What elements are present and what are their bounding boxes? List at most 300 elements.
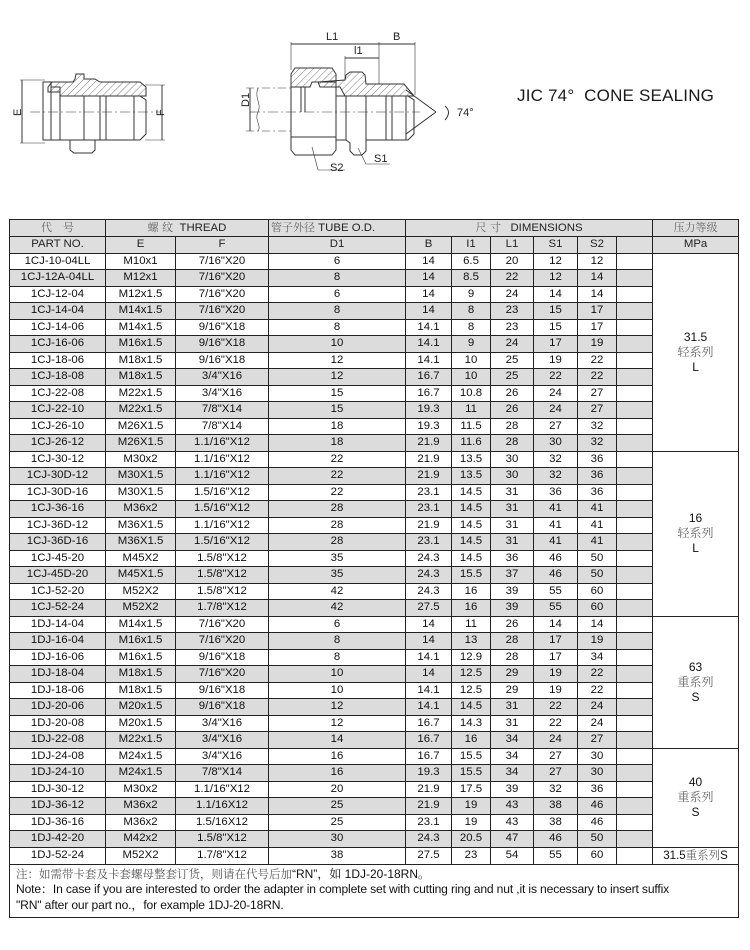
table-row: [10, 468, 739, 485]
table-row: [10, 286, 739, 303]
dim-i1-cell: 14.5: [452, 534, 491, 551]
tube-d1-cell: 6: [269, 286, 406, 303]
part-no-cell: 1CJ-12A-04LL: [10, 270, 106, 287]
dim-i1-cell: 14.5: [452, 484, 491, 501]
thread-f-cell: 9/16"X18: [176, 319, 269, 336]
dim-l1-cell: 30: [491, 451, 534, 468]
page-title: JIC 74° CONE SEALING: [517, 86, 715, 105]
dim-b-cell: 16.7: [406, 732, 452, 749]
dim-l1-cell: 28: [491, 649, 534, 666]
dim-s1-cell: 12: [534, 270, 578, 287]
thread-e-cell: M22x1.5: [106, 402, 176, 419]
dim-s2-cell: 60: [578, 600, 617, 617]
blank-cell: [617, 699, 653, 716]
dim-l1-cell: 23: [491, 319, 534, 336]
table-row: [10, 847, 739, 864]
dim-s2-cell: 14: [578, 616, 617, 633]
header-row-2: [10, 237, 739, 254]
thread-f-cell: 3/4"X16: [176, 715, 269, 732]
thread-f-cell: 1.5/16"X12: [176, 501, 269, 518]
dim-s2-cell: 34: [578, 649, 617, 666]
thread-e-cell: M36x2: [106, 798, 176, 815]
dim-l1-cell: 39: [491, 781, 534, 798]
dim-s2-cell: 22: [578, 369, 617, 386]
dim-l1-cell: 31: [491, 699, 534, 716]
thread-f-cell: 1.1/16"X12: [176, 451, 269, 468]
blank-cell: [617, 732, 653, 749]
part-no-cell: 1CJ-26-10: [10, 418, 106, 435]
table-row: [10, 451, 739, 468]
part-no-cell: 1DJ-16-06: [10, 649, 106, 666]
dim-l1-cell: 34: [491, 732, 534, 749]
thread-e-cell: M52X2: [106, 600, 176, 617]
pressure-group-cell: [653, 748, 739, 847]
tube-d1-cell: 6: [269, 616, 406, 633]
dim-l1-cell: 29: [491, 682, 534, 699]
part-no-cell: 1CJ-18-08: [10, 369, 106, 386]
dim-i1-cell: 15.5: [452, 567, 491, 584]
thread-e-cell: M52X2: [106, 583, 176, 600]
dim-i1-cell: 14.5: [452, 501, 491, 518]
thread-e-cell: M30X1.5: [106, 484, 176, 501]
blank-cell: [617, 418, 653, 435]
header-col-i1: I1: [452, 237, 491, 254]
dim-l1-cell: 39: [491, 600, 534, 617]
thread-e-cell: M18x1.5: [106, 682, 176, 699]
thread-e-cell: M36x2: [106, 501, 176, 518]
dim-b-cell: 16.7: [406, 748, 452, 765]
table-row: [10, 253, 739, 270]
table-row: [10, 831, 739, 848]
table-row: [10, 336, 739, 353]
dim-i1-cell: 8: [452, 303, 491, 320]
dim-s2-cell: 32: [578, 435, 617, 452]
dim-l1-cell: 31: [491, 517, 534, 534]
dim-l1-cell: 31: [491, 484, 534, 501]
dim-l1-cell: 31: [491, 715, 534, 732]
thread-e-cell: M20x1.5: [106, 699, 176, 716]
dim-b-cell: 14: [406, 286, 452, 303]
dim-s1-cell: 14: [534, 286, 578, 303]
dim-i1-cell: 8.5: [452, 270, 491, 287]
dim-l1-cell: 31: [491, 501, 534, 518]
thread-f-cell: 7/16"X20: [176, 270, 269, 287]
dim-i1-cell: 17.5: [452, 781, 491, 798]
dim-b-cell: 14.1: [406, 319, 452, 336]
dimensions-table: [9, 219, 739, 918]
tube-d1-cell: 42: [269, 600, 406, 617]
thread-e-cell: M45X1.5: [106, 567, 176, 584]
dim-s2-cell: 27: [578, 385, 617, 402]
svg-text:E: E: [12, 108, 24, 116]
dim-s1-cell: 24: [534, 402, 578, 419]
table-row: [10, 616, 739, 633]
part-no-cell: 1CJ-45-20: [10, 550, 106, 567]
header-part-no-cn: 代 号: [10, 220, 106, 237]
tube-d1-cell: 22: [269, 451, 406, 468]
dim-b-cell: 24.3: [406, 831, 452, 848]
dim-l1-cell: 37: [491, 567, 534, 584]
header-col-s2: S2: [578, 237, 617, 254]
dim-l1-cell: 31: [491, 534, 534, 551]
thread-f-cell: 1.5/8"X12: [176, 567, 269, 584]
table-row: [10, 418, 739, 435]
dim-i1-cell: 8: [452, 319, 491, 336]
part-no-cell: 1CJ-30D-12: [10, 468, 106, 485]
part-no-cell: 1DJ-18-06: [10, 682, 106, 699]
part-no-cell: 1DJ-20-06: [10, 699, 106, 716]
table-row: [10, 633, 739, 650]
thread-e-cell: M16x1.5: [106, 336, 176, 353]
table-row: [10, 699, 739, 716]
table-row: [10, 798, 739, 815]
dim-l1-cell: 20: [491, 253, 534, 270]
table-row: [10, 649, 739, 666]
table-row: [10, 567, 739, 584]
blank-cell: [617, 550, 653, 567]
blank-cell: [617, 319, 653, 336]
thread-e-cell: M14x1.5: [106, 616, 176, 633]
dim-l1-cell: 28: [491, 435, 534, 452]
blank-cell: [617, 583, 653, 600]
dim-l1-cell: 30: [491, 468, 534, 485]
dim-s2-cell: 19: [578, 633, 617, 650]
dim-i1-cell: 13.5: [452, 468, 491, 485]
dim-i1-cell: 12.5: [452, 666, 491, 683]
part-no-cell: 1DJ-20-08: [10, 715, 106, 732]
dim-l1-cell: 36: [491, 550, 534, 567]
tube-d1-cell: 38: [269, 847, 406, 864]
dim-l1-cell: 54: [491, 847, 534, 864]
blank-cell: [617, 253, 653, 270]
thread-f-cell: 3/4"X16: [176, 385, 269, 402]
thread-e-cell: M12x1.5: [106, 286, 176, 303]
dim-s1-cell: 15: [534, 319, 578, 336]
dim-b-cell: 21.9: [406, 451, 452, 468]
thread-f-cell: 7/8"X14: [176, 765, 269, 782]
blank-cell: [617, 781, 653, 798]
thread-e-cell: M22x1.5: [106, 732, 176, 749]
table-row: [10, 270, 739, 287]
thread-f-cell: 9/16"X18: [176, 352, 269, 369]
tube-d1-cell: 12: [269, 352, 406, 369]
part-no-cell: 1DJ-24-08: [10, 748, 106, 765]
footnote: 注：如需带卡套及卡套螺母整套订货，则请在代号后加“RN”，如 1DJ-20-18RN。 Note：In case if you are interested to order the adapter in complete set with cutting ring and nut ,it is necessary to insert suffix "RN" after our part no.，for example 1DJ-20-18RN.: [10, 864, 739, 918]
tube-d1-cell: 10: [269, 682, 406, 699]
dim-s2-cell: 50: [578, 567, 617, 584]
svg-text:B: B: [393, 31, 401, 43]
svg-text:D1: D1: [240, 92, 252, 107]
header-col-f: F: [176, 237, 269, 254]
tube-d1-cell: 18: [269, 435, 406, 452]
dim-b-cell: 14: [406, 303, 452, 320]
dim-b-cell: 14: [406, 666, 452, 683]
thread-f-cell: 7/16"X20: [176, 253, 269, 270]
dim-s1-cell: 55: [534, 583, 578, 600]
dim-s1-cell: 22: [534, 699, 578, 716]
table-row: [10, 385, 739, 402]
dim-s2-cell: 46: [578, 798, 617, 815]
dim-s2-cell: 36: [578, 484, 617, 501]
dim-s2-cell: 36: [578, 451, 617, 468]
dim-b-cell: 14.1: [406, 649, 452, 666]
dim-s2-cell: 30: [578, 748, 617, 765]
blank-cell: [617, 847, 653, 864]
tube-d1-cell: 20: [269, 781, 406, 798]
pressure-group-cell: [653, 616, 739, 748]
part-no-cell: 1CJ-36D-16: [10, 534, 106, 551]
thread-f-cell: 7/8"X14: [176, 418, 269, 435]
blank-cell: [617, 369, 653, 386]
thread-f-cell: 7/16"X20: [176, 633, 269, 650]
dim-i1-cell: 16: [452, 600, 491, 617]
blank-cell: [617, 814, 653, 831]
dim-l1-cell: 24: [491, 336, 534, 353]
thread-e-cell: M30x2: [106, 781, 176, 798]
dim-b-cell: 23.1: [406, 534, 452, 551]
pressure-group-cell: [653, 253, 739, 451]
table-row: [10, 814, 739, 831]
dim-i1-cell: 12.9: [452, 649, 491, 666]
header-pressure-cn: 压力等级: [653, 220, 739, 237]
dim-b-cell: 24.3: [406, 550, 452, 567]
dim-s1-cell: 41: [534, 517, 578, 534]
dim-s1-cell: 46: [534, 550, 578, 567]
note-row: [10, 864, 739, 918]
part-no-cell: 1CJ-22-08: [10, 385, 106, 402]
part-no-cell: 1CJ-22-10: [10, 402, 106, 419]
dim-s1-cell: 32: [534, 781, 578, 798]
tube-d1-cell: 28: [269, 501, 406, 518]
tube-d1-cell: 8: [269, 633, 406, 650]
header-col-b: B: [406, 237, 452, 254]
tube-d1-cell: 42: [269, 583, 406, 600]
dim-b-cell: 27.5: [406, 600, 452, 617]
dim-b-cell: 19.3: [406, 765, 452, 782]
blank-cell: [617, 484, 653, 501]
part-no-cell: 1CJ-10-04LL: [10, 253, 106, 270]
dim-s1-cell: 46: [534, 831, 578, 848]
dim-l1-cell: 25: [491, 352, 534, 369]
tube-d1-cell: 10: [269, 666, 406, 683]
thread-f-cell: 1.1/16"X12: [176, 781, 269, 798]
dim-s1-cell: 19: [534, 352, 578, 369]
dim-i1-cell: 20.5: [452, 831, 491, 848]
thread-f-cell: 1.1/16"X12: [176, 435, 269, 452]
dim-s2-cell: 32: [578, 418, 617, 435]
blank-cell: [617, 402, 653, 419]
thread-e-cell: M18x1.5: [106, 369, 176, 386]
thread-f-cell: 9/16"X18: [176, 699, 269, 716]
dim-s2-cell: 41: [578, 501, 617, 518]
part-no-cell: 1CJ-14-04: [10, 303, 106, 320]
thread-f-cell: 1.5/8"X12: [176, 831, 269, 848]
series-cn: 重系列: [677, 790, 714, 804]
part-no-cell: 1CJ-45D-20: [10, 567, 106, 584]
header-col-s1: S1: [534, 237, 578, 254]
dim-i1-cell: 9: [452, 336, 491, 353]
thread-e-cell: M10x1: [106, 253, 176, 270]
dim-i1-cell: 6.5: [452, 253, 491, 270]
thread-f-cell: 7/16"X20: [176, 666, 269, 683]
dim-l1-cell: 47: [491, 831, 534, 848]
part-no-cell: 1DJ-42-20: [10, 831, 106, 848]
dim-b-cell: 21.9: [406, 798, 452, 815]
thread-e-cell: M30x2: [106, 451, 176, 468]
blank-cell: [617, 451, 653, 468]
thread-e-cell: M18x1.5: [106, 352, 176, 369]
thread-e-cell: M52X2: [106, 847, 176, 864]
thread-e-cell: M36X1.5: [106, 534, 176, 551]
tube-d1-cell: 16: [269, 748, 406, 765]
blank-cell: [617, 336, 653, 353]
dim-s1-cell: 30: [534, 435, 578, 452]
header-row-1: [10, 220, 739, 237]
dim-b-cell: 27.5: [406, 847, 452, 864]
dim-l1-cell: 34: [491, 765, 534, 782]
pressure-group-cell: [653, 451, 739, 616]
thread-f-cell: 3/4"X16: [176, 369, 269, 386]
dim-i1-cell: 19: [452, 798, 491, 815]
dim-s2-cell: 27: [578, 732, 617, 749]
thread-e-cell: M14x1.5: [106, 303, 176, 320]
dim-i1-cell: 10: [452, 352, 491, 369]
thread-e-cell: M24x1.5: [106, 748, 176, 765]
thread-f-cell: 1.1/16X12: [176, 798, 269, 815]
dim-s2-cell: 36: [578, 781, 617, 798]
dim-b-cell: 21.9: [406, 781, 452, 798]
dim-l1-cell: 22: [491, 270, 534, 287]
part-no-cell: 1DJ-24-10: [10, 765, 106, 782]
pressure-group-cell: 31.5重系列S: [653, 847, 739, 864]
part-no-cell: 1CJ-36-16: [10, 501, 106, 518]
part-no-cell: 1CJ-26-12: [10, 435, 106, 452]
tube-d1-cell: 8: [269, 319, 406, 336]
part-no-cell: 1CJ-52-24: [10, 600, 106, 617]
dim-i1-cell: 11: [452, 402, 491, 419]
dim-b-cell: 23.1: [406, 484, 452, 501]
table-row: [10, 550, 739, 567]
thread-f-cell: 1.5/8"X12: [176, 583, 269, 600]
part-no-cell: 1CJ-30-12: [10, 451, 106, 468]
table-row: [10, 319, 739, 336]
dim-s1-cell: 38: [534, 798, 578, 815]
dim-l1-cell: 28: [491, 633, 534, 650]
part-no-cell: 1DJ-18-04: [10, 666, 106, 683]
thread-f-cell: 9/16"X18: [176, 336, 269, 353]
table-row: [10, 748, 739, 765]
dim-i1-cell: 14.5: [452, 699, 491, 716]
dim-s1-cell: 24: [534, 732, 578, 749]
dim-s1-cell: 46: [534, 567, 578, 584]
thread-e-cell: M45X2: [106, 550, 176, 567]
tube-d1-cell: 10: [269, 336, 406, 353]
blank-cell: [617, 303, 653, 320]
header-col-d1: D1: [269, 237, 406, 254]
thread-f-cell: 1.5/8"X12: [176, 550, 269, 567]
part-no-cell: 1DJ-30-12: [10, 781, 106, 798]
dim-b-cell: 14: [406, 253, 452, 270]
dim-s2-cell: 12: [578, 253, 617, 270]
dim-l1-cell: 26: [491, 385, 534, 402]
thread-e-cell: M36x2: [106, 814, 176, 831]
part-no-cell: 1DJ-14-04: [10, 616, 106, 633]
part-no-cell: 1CJ-14-06: [10, 319, 106, 336]
thread-f-cell: 1.7/8"X12: [176, 600, 269, 617]
dim-s2-cell: 50: [578, 550, 617, 567]
table-row: [10, 781, 739, 798]
tube-d1-cell: 12: [269, 699, 406, 716]
blank-cell: [617, 798, 653, 815]
dim-b-cell: 14: [406, 270, 452, 287]
dim-s1-cell: 27: [534, 765, 578, 782]
tube-d1-cell: 28: [269, 534, 406, 551]
dim-s2-cell: 41: [578, 517, 617, 534]
series-code: S: [691, 689, 700, 704]
dim-l1-cell: 34: [491, 748, 534, 765]
dim-b-cell: 21.9: [406, 517, 452, 534]
thread-e-cell: M26X1.5: [106, 418, 176, 435]
series-code: L: [692, 541, 699, 555]
dim-i1-cell: 19: [452, 814, 491, 831]
dim-b-cell: 16.7: [406, 715, 452, 732]
dim-b-cell: 14: [406, 616, 452, 633]
dim-s2-cell: 19: [578, 336, 617, 353]
tube-d1-cell: 14: [269, 732, 406, 749]
dim-i1-cell: 11.5: [452, 418, 491, 435]
thread-f-cell: 9/16"X18: [176, 682, 269, 699]
dim-b-cell: 16.7: [406, 369, 452, 386]
part-no-cell: 1CJ-30D-16: [10, 484, 106, 501]
dim-b-cell: 14.1: [406, 699, 452, 716]
part-no-cell: 1DJ-52-24: [10, 847, 106, 864]
part-no-cell: 1DJ-36-16: [10, 814, 106, 831]
svg-text:L1: L1: [326, 31, 339, 43]
technical-drawing: [0, 0, 750, 210]
table-row: [10, 583, 739, 600]
blank-cell: [617, 616, 653, 633]
tube-d1-cell: 35: [269, 550, 406, 567]
header-dimensions: 尺 寸 DIMENSIONS: [406, 220, 653, 237]
series-code: L: [692, 359, 699, 374]
dim-i1-cell: 10: [452, 369, 491, 386]
dim-s1-cell: 12: [534, 253, 578, 270]
series-cn: 轻系列: [677, 526, 714, 540]
dim-s2-cell: 27: [578, 402, 617, 419]
thread-f-cell: 7/8"X14: [176, 402, 269, 419]
dim-s2-cell: 60: [578, 847, 617, 864]
dim-s1-cell: 41: [534, 501, 578, 518]
dim-b-cell: 24.3: [406, 567, 452, 584]
dim-i1-cell: 13: [452, 633, 491, 650]
dim-b-cell: 16.7: [406, 385, 452, 402]
tube-d1-cell: 15: [269, 402, 406, 419]
dim-s1-cell: 38: [534, 814, 578, 831]
svg-text:l1: l1: [354, 45, 363, 57]
dim-s1-cell: 14: [534, 616, 578, 633]
part-no-cell: 1CJ-16-06: [10, 336, 106, 353]
dim-s1-cell: 15: [534, 303, 578, 320]
tube-d1-cell: 35: [269, 567, 406, 584]
dim-s1-cell: 19: [534, 682, 578, 699]
blank-cell: [617, 270, 653, 287]
dim-i1-cell: 12.5: [452, 682, 491, 699]
dim-s2-cell: 60: [578, 583, 617, 600]
dim-s2-cell: 22: [578, 682, 617, 699]
tube-d1-cell: 28: [269, 517, 406, 534]
tube-d1-cell: 16: [269, 765, 406, 782]
thread-f-cell: 9/16"X18: [176, 649, 269, 666]
